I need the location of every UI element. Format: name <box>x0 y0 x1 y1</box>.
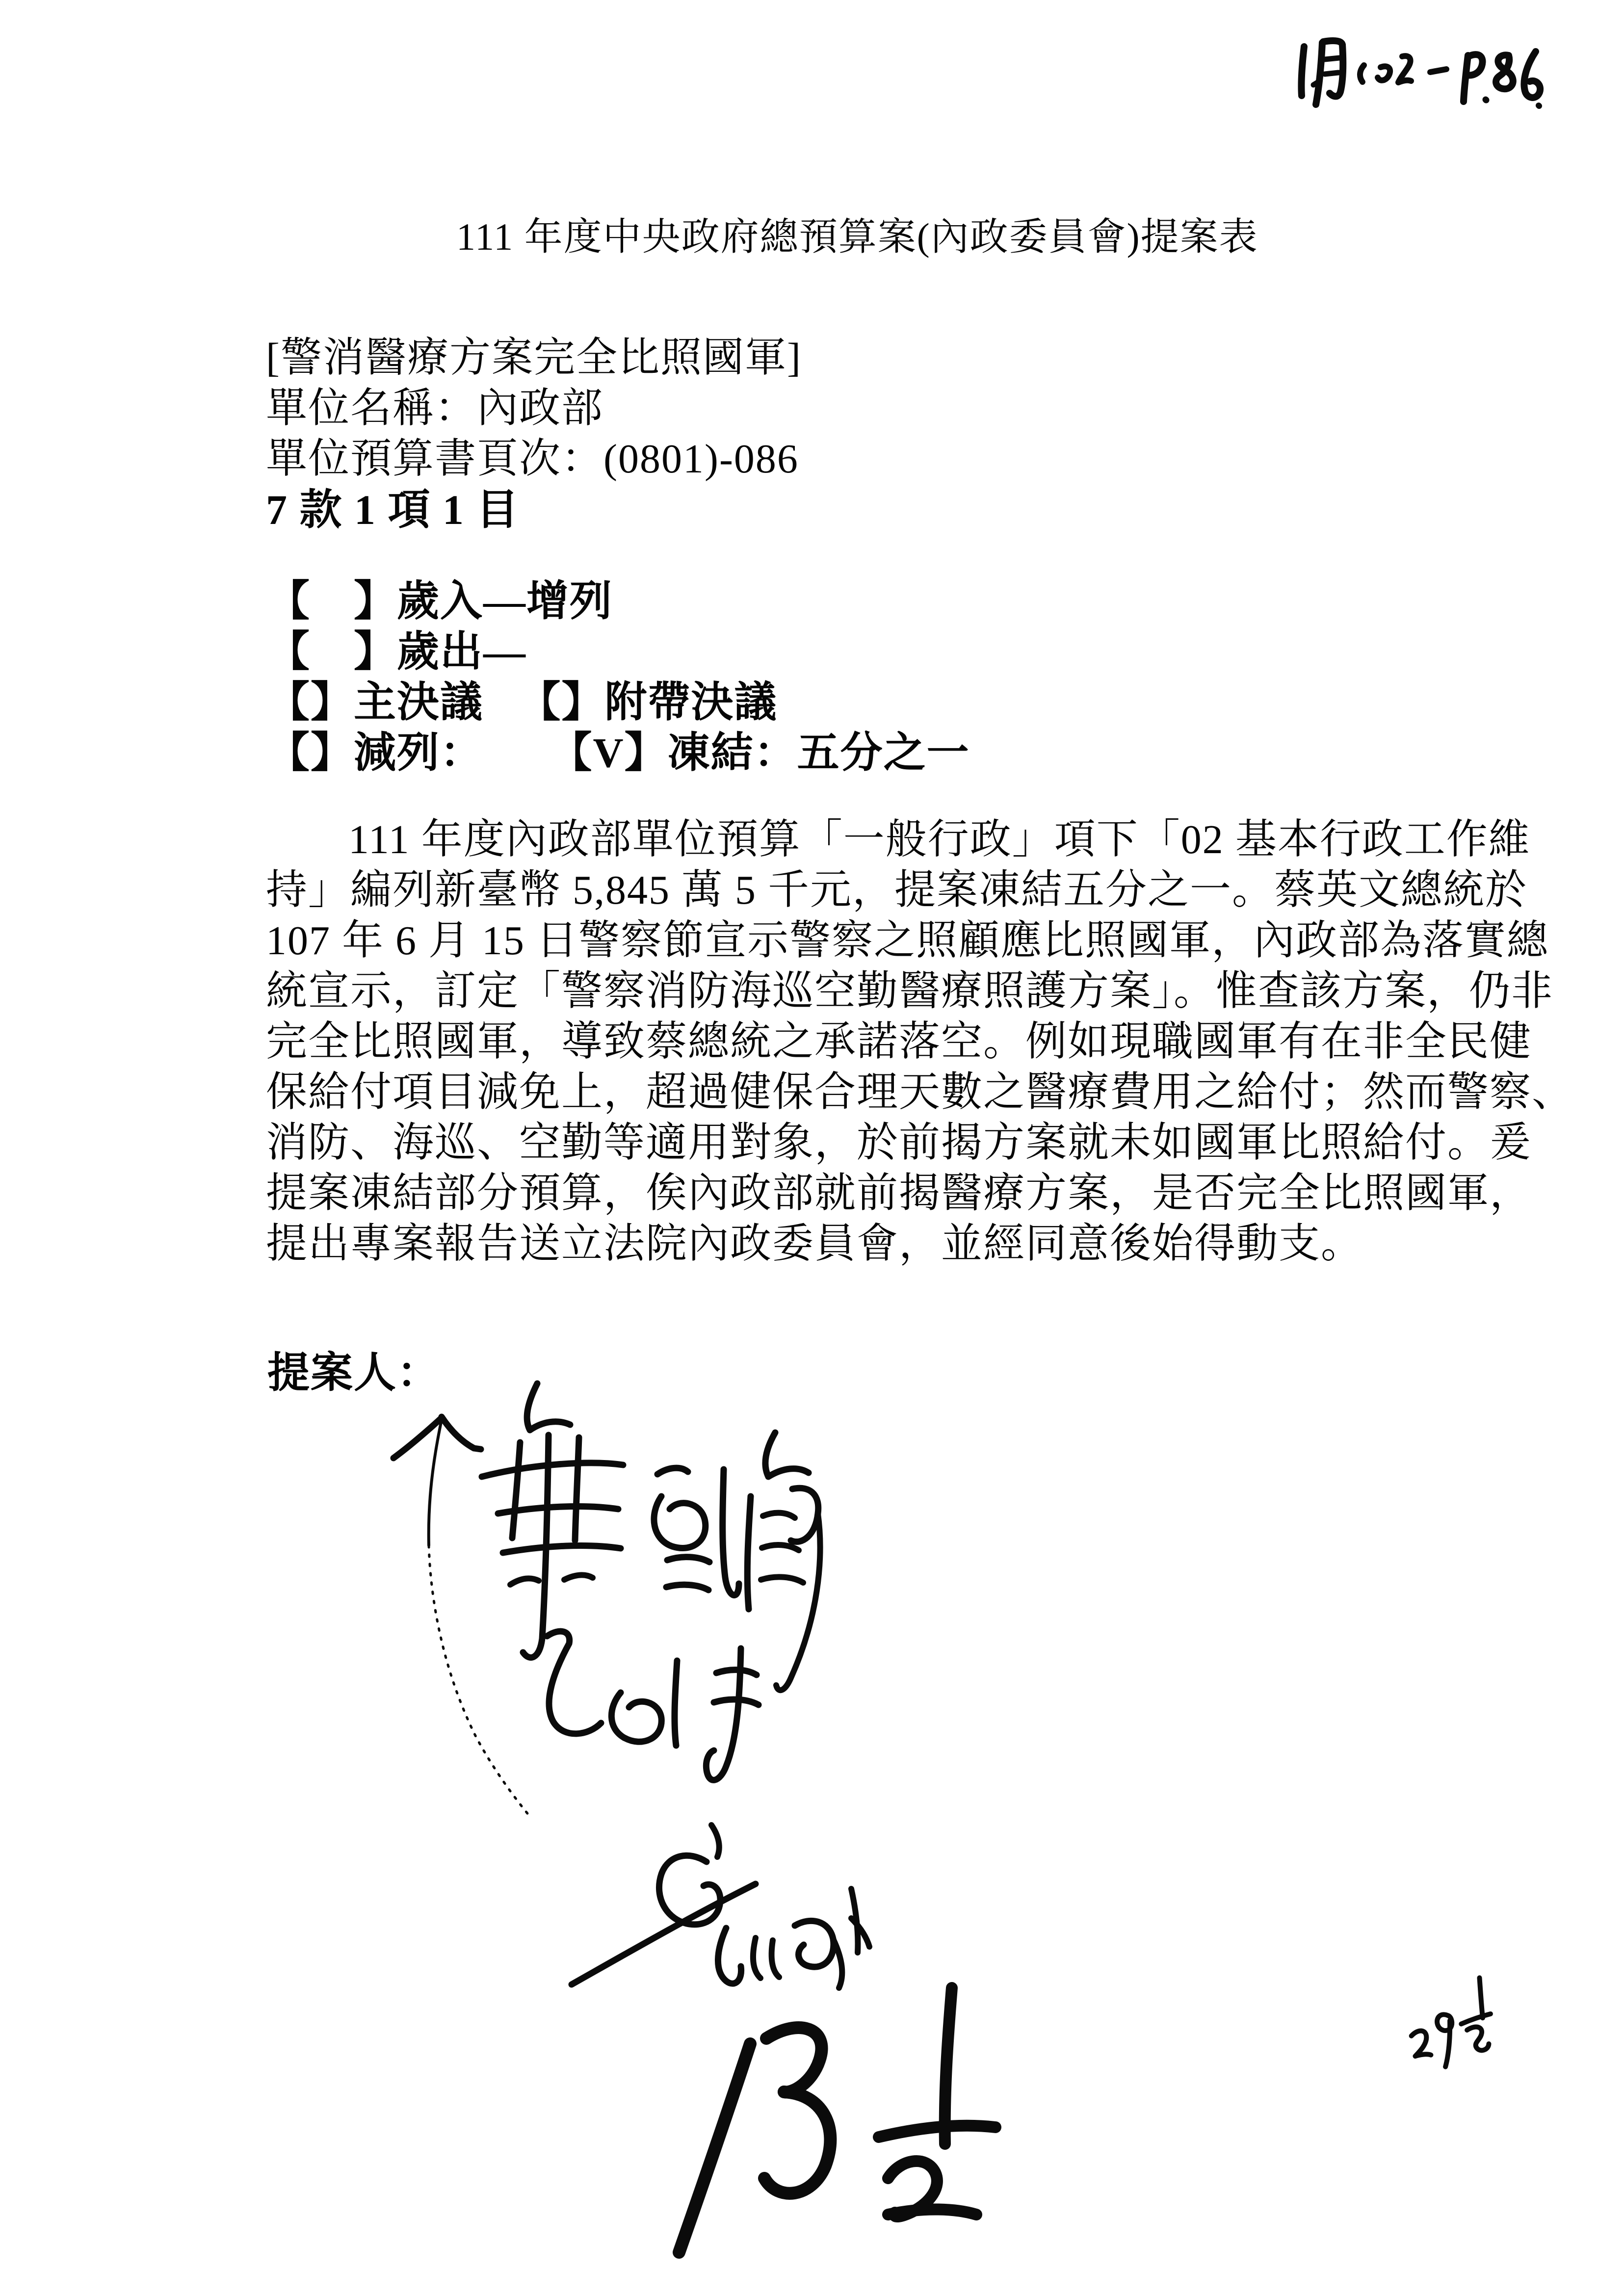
option-freeze-label: 【V】凍結：五分之一 <box>550 729 970 776</box>
option-expenditure-label: 【 】歲出— <box>267 628 526 675</box>
option-line-resolutions <box>267 678 778 727</box>
body-line: 統宣示，訂定「警察消防海巡空勤醫療照護方案」。惟查該方案，仍非 <box>266 968 1554 1014</box>
option-reduction-label: 【】減列： <box>267 729 483 776</box>
body-line: 111 年度內政部單位預算「一般行政」項下「02 基本行政工作維 <box>348 817 1531 862</box>
option-line-reduce-freeze <box>267 728 970 778</box>
body-line: 保給付項目減免上，超過健保合理天數之醫療費用之給付；然而警察、 <box>266 1070 1574 1115</box>
handwritten-count-note-right <box>1397 1971 1507 2077</box>
body-line: 消防、海巡、空勤等適用對象，於前揭方案就未如國軍比照給付。爰 <box>266 1120 1532 1166</box>
body-line: 提出專案報告送立法院內政委員會，並經同意後始得動支。 <box>266 1221 1363 1267</box>
option-revenue-label: 【 】歲入—增列 <box>267 577 613 625</box>
option-main-resolution-label: 【】主決議 <box>267 678 483 726</box>
budget-page-line: 單位預算書頁次：(0801)-086 <box>266 436 799 482</box>
body-line: 107 年 6 月 15 日警察節宣示警察之照顧應比照國軍，內政部為落實總 <box>266 918 1549 964</box>
budget-item-line: 7 款 1 項 1 目 <box>266 486 520 533</box>
signature-2 <box>520 1614 795 1791</box>
body-line: 提案凍結部分預算，俟內政部就前揭醫療方案，是否完全比照國軍， <box>266 1171 1532 1216</box>
option-line-revenue <box>267 576 613 626</box>
option-attached-resolution-label: 【】附帶決議 <box>518 678 778 726</box>
body-line: 完全比照國軍，導致蔡總統之承諾落空。例如現職國軍有在非全民健 <box>266 1019 1532 1065</box>
handwritten-page-ref-note <box>1290 27 1545 120</box>
document-title: 111 年度中央政府總預算案(內政委員會)提案表 <box>456 215 1258 258</box>
proposer-label: 提案人： <box>267 1349 440 1396</box>
unit-name-line: 單位名稱：內政部 <box>266 386 604 431</box>
case-header: [警消醫療方案完全比照國軍] <box>266 335 802 381</box>
option-line-expenditure <box>267 627 526 677</box>
handwritten-count-note-center <box>657 1982 1021 2267</box>
body-line: 持」編列新臺幣 5,845 萬 5 千元，提案凍結五分之一。蔡英文總統於 <box>266 867 1528 913</box>
